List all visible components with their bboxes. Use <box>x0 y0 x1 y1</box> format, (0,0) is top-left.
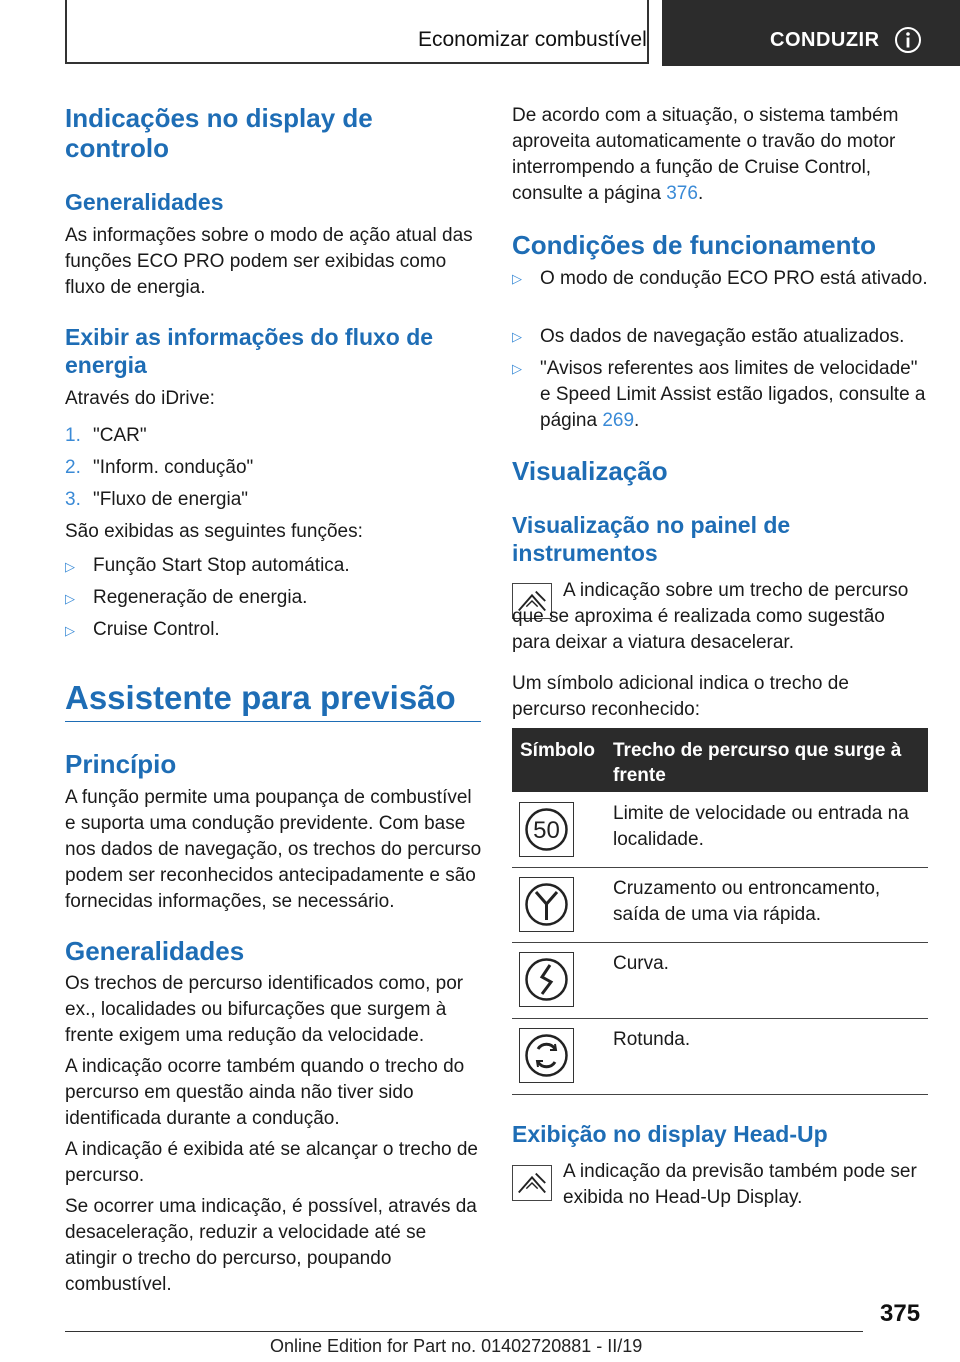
paragraph-general-2b: A indicação ocorre também quando o trecho do percurso em questão ainda não tiver sido identificada durante a condução. <box>65 1056 465 1129</box>
table-row-text: Cruzamento ou entroncamento, saída de uma via rápida. <box>613 878 881 925</box>
heading-assistant: Assistente para previsão <box>65 679 456 716</box>
bullet-triangle-icon: ▷ <box>65 559 75 574</box>
column-header-symbol: Símbolo <box>520 740 595 761</box>
paragraph-via: Através do iDrive: <box>65 388 215 409</box>
heading-general-1: Generalidades <box>65 189 224 215</box>
paragraph-symbol: Um símbolo adicional indica o trecho de percurso reconhecido: <box>512 673 849 720</box>
column-header-section: Trecho de percurso que surge à frente <box>613 740 902 786</box>
bullet-triangle-icon: ▷ <box>65 591 75 606</box>
function-item: ▷ Função Start Stop automática. <box>65 553 350 580</box>
function-item: ▷ Regeneração de energia. <box>65 585 307 612</box>
heading-rule <box>65 721 481 722</box>
speed-limit-icon <box>519 802 574 857</box>
step-item: 1. "CAR" <box>65 425 147 446</box>
table-row-divider <box>512 1094 928 1095</box>
bullet-triangle-icon: ▷ <box>65 623 75 638</box>
heading-headup: Exibição no display Head-Up <box>512 1121 828 1147</box>
table-row-divider <box>512 1018 928 1019</box>
paragraph-general-1: As informações sobre o modo de ação atual das funções ECO PRO podem ser exibidas como fluxo de energia. <box>65 225 473 298</box>
step-item: 3. "Fluxo de energia" <box>65 489 249 510</box>
step-item: 2. "Inform. condução" <box>65 457 254 478</box>
footer-rule <box>65 1331 863 1332</box>
info-icon[interactable] <box>894 26 922 54</box>
heading-display: Indicações no display de controlo <box>65 103 373 163</box>
bullet-triangle-icon: ▷ <box>512 329 522 344</box>
junction-icon <box>519 877 574 932</box>
heading-general-2: Generalidades <box>65 936 245 966</box>
table-row-text: Rotunda. <box>613 1029 691 1050</box>
paragraph-shown: São exibidas as seguintes funções: <box>65 521 363 542</box>
edition-text: Online Edition for Part no. 01402720881 - II/19 <box>270 1336 643 1356</box>
heading-conditions: Condições de funcionamento <box>512 230 877 260</box>
curve-icon <box>519 952 574 1007</box>
bullet-triangle-icon: ▷ <box>512 271 522 286</box>
bullet-triangle-icon: ▷ <box>512 361 522 376</box>
paragraph-headup: A indicação da previsão também pode ser exibida no Head-Up Display. <box>563 1161 917 1208</box>
heading-show-flow: Exibir as informações do fluxo de energia <box>65 324 434 378</box>
paragraph-general-2c: A indicação é exibida até se alcançar o trecho de percurso. <box>65 1139 478 1186</box>
svg-text:50: 50 <box>533 817 560 844</box>
paragraph-continued: De acordo com a situação, o sistema também aproveita automaticamente o travão do motor interrompendo a função de Cruise Control, consulte a página 376. <box>512 105 899 204</box>
roundabout-icon <box>519 1028 574 1083</box>
heading-principle: Princípio <box>65 749 177 779</box>
table-row-divider <box>512 942 928 943</box>
page-link[interactable]: 376 <box>666 183 698 204</box>
paragraph-general-2a: Os trechos de percurso identificados como, por ex., localidades ou bifurcações que surgem à frente exigem uma redução da velocidade. <box>65 973 464 1046</box>
table-row-text: Curva. <box>613 953 669 974</box>
symbol-table-header <box>512 728 928 792</box>
paragraph-principle: A função permite uma poupança de combustível e suporta uma condução previdente. Com base nos dados de navegação, os trechos do percurso podem ser reconhecidos antecipadamente e são fornecidas informações, se necessário. <box>65 787 482 912</box>
anticipation-assistant-icon <box>512 1165 552 1201</box>
chapter-title: Economizar combustível <box>418 28 647 51</box>
table-row-text: Limite de velocidade ou entrada na localidade. <box>613 803 909 850</box>
paragraph-general-2d: Se ocorrer uma indicação, é possível, através da desaceleração, reduzir a velocidade até se atingir o trecho do percurso, poupando combustível. <box>65 1196 477 1295</box>
function-item: ▷ Cruise Control. <box>65 617 220 644</box>
paragraph-visual-panel: A indicação sobre um trecho de percurso que se aproxima é realizada como sugestão para deixar a viatura desacelerar. <box>512 580 909 653</box>
heading-visual: Visualização <box>512 456 668 486</box>
section-label: CONDUZIR <box>770 29 880 51</box>
heading-visual-panel: Visualização no painel de instrumentos <box>512 512 791 566</box>
table-row-divider <box>512 867 928 868</box>
page-link[interactable]: 269 <box>602 410 635 431</box>
condition-item: ▷ O modo de condução ECO PRO está ativado. <box>512 266 928 292</box>
condition-item: ▷ Os dados de navegação estão atualizados. <box>512 324 928 350</box>
condition-item: ▷ "Avisos referentes aos limites de velocidade" e Speed Limit Assist estão ligados, consulte a página 269. <box>512 358 926 431</box>
page-number: 375 <box>880 1300 921 1327</box>
